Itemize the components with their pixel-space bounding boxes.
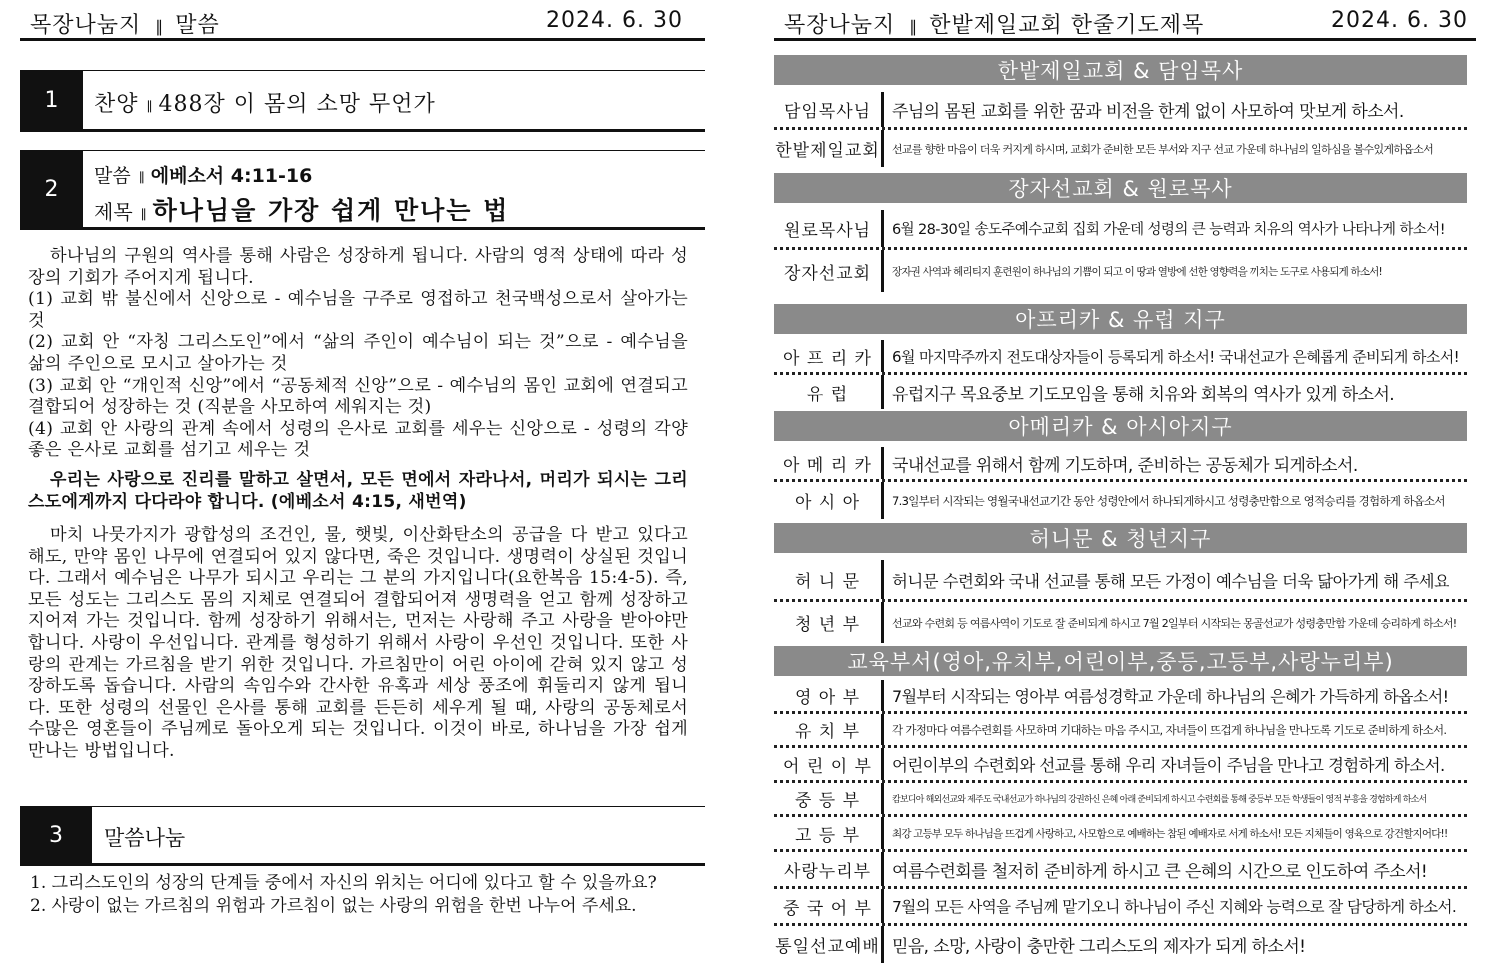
prayer-row <box>774 92 1467 130</box>
prayer-group-title: 한밭제일교회 & 담임목사 <box>774 55 1467 85</box>
prayer-row-text: 7월의 모든 사역을 주님께 맡기오니 하나님이 주신 지혜와 능력으로 잘 담당하게 하소서. <box>892 898 1457 916</box>
prayer-row-text: 6월 마지막주까지 전도대상자들이 등록되게 하소서! 국내선교가 은혜롭게 준비되게 하소서! <box>892 347 1460 366</box>
header-separator: ∥ <box>909 17 916 36</box>
prayer-group-title: 허니문 & 청년지구 <box>774 523 1467 553</box>
prayer-row <box>774 926 1467 963</box>
intro-paragraph: 하나님의 구원의 역사를 통해 사람은 성장하게 됩니다. 사람의 영적 상태에 따라 성장의 기회가 주어지게 됩니다. <box>28 246 688 288</box>
question-item: 1. 그리스도인의 성장의 단계들 중에서 자신의 위치는 어디에 있다고 할 수 있을까요? <box>30 873 657 893</box>
section-number: 1 <box>20 71 83 129</box>
prayer-row <box>774 447 1467 482</box>
prayer-row-text: 각 가정마다 여름수련회를 사모하며 기대하는 마음 주시고, 자녀들이 뜨겁게 하나님을 만나도록 기도로 준비하게 하소서. <box>892 722 1447 737</box>
prayer-row-label: 한밭제일교회 <box>774 130 884 167</box>
prayer-group-title: 아메리카 & 아시아지구 <box>774 411 1467 441</box>
section-sermon <box>20 150 705 230</box>
section-sharing <box>20 806 705 866</box>
header-date: 2024. 6. 30 <box>1331 8 1468 33</box>
left-header-title <box>30 8 220 39</box>
sermon-title: 하나님을 가장 쉽게 만나는 법 <box>152 196 510 225</box>
sharing-label: 말씀나눔 <box>104 826 186 850</box>
header-label: 목장나눔지 <box>30 13 142 38</box>
key-verse-text: 우리는 사랑으로 진리를 말하고 살면서, 모든 면에서 자라나서, 머리가 되시는 그리스도에게까지 다다라야 합니다. (에베소서 4:15, 새번역) <box>28 470 688 512</box>
prayer-row-text: 6월 28-30일 송도주예수교회 집회 가운데 성령의 큰 능력과 치유의 역사가 나타나게 하소서! <box>892 222 1445 238</box>
header-separator: ∥ <box>155 17 162 36</box>
prayer-row <box>774 210 1467 250</box>
header-subtitle: 말씀 <box>175 13 220 38</box>
prayer-row-text: 주님의 몸된 교회를 위한 꿈과 비전을 한계 없이 사모하여 맛보게 하소서. <box>892 102 1404 122</box>
prayer-row <box>774 748 1467 783</box>
right-header-title <box>784 8 1204 39</box>
hymn-text: 488장 이 몸의 소망 무언가 <box>158 92 436 117</box>
separator: ∥ <box>138 171 143 186</box>
prayer-row <box>774 482 1467 519</box>
question-item: 2. 사랑이 없는 가르침의 위험과 가르침이 없는 사랑의 위험을 한번 나누어 주세요. <box>30 895 637 916</box>
prayer-row-label: 통일선교예배 <box>774 926 884 963</box>
prayer-row <box>774 817 1467 852</box>
praise-line <box>94 87 436 118</box>
sharing-questions <box>30 872 690 917</box>
prayer-row-text: 유럽지구 목요중보 기도모임을 통해 치유와 회복의 역사가 있게 하소서. <box>892 384 1395 405</box>
prayer-row <box>774 250 1467 292</box>
intro-text <box>28 246 688 462</box>
prayer-row-text: 국내선교를 위해서 함께 기도하며, 준비하는 공동체가 되게하소서. <box>892 455 1358 476</box>
prayer-row-label: 어 린 이 부 <box>774 748 884 780</box>
header-date: 2024. 6. 30 <box>546 8 683 33</box>
prayer-row-label: 담임목사님 <box>774 92 884 127</box>
intro-point: (2) 교회 안 “자칭 그리스도인”에서 “삶의 주인이 예수님이 되는 것”으로 - 예수님을 삶의 주인으로 모시고 살아가는 것 <box>28 332 688 374</box>
title-line <box>94 191 509 227</box>
prayer-row-label: 아 프 리 카 <box>774 340 884 372</box>
title-label: 제목 <box>94 200 133 224</box>
prayer-row <box>774 560 1467 602</box>
prayer-row-label: 사랑누리부 <box>774 852 884 886</box>
prayer-row-label: 원로목사님 <box>774 210 884 247</box>
prayer-row-label: 청 년 부 <box>774 602 884 643</box>
prayer-row <box>774 130 1467 167</box>
left-page <box>20 0 705 977</box>
separator: ∥ <box>146 100 151 115</box>
prayer-row-text: 선교와 수련회 등 여름사역이 기도로 잘 준비되게 하시고 7월 2일부터 시작되는 몽골선교가 성령충만함 가운데 승리하게 하소서! <box>892 616 1457 630</box>
section-praise <box>20 70 705 132</box>
prayer-row <box>774 889 1467 926</box>
prayer-row-text: 장자권 사역과 헤리티지 훈련원이 하나님의 기쁨이 되고 이 땅과 열방에 선한 영향력을 끼치는 도구로 사용되게 하소서! <box>892 265 1382 278</box>
sermon-paragraph: 마치 나뭇가지가 광합성의 조건인, 물, 햇빛, 이산화탄소의 공급을 다 받고 있다고 해도, 만약 몸인 나무에 연결되어 있지 않다면, 죽은 것입니다. 생명력이 상실된 것입니다. 그래서 예수님은 나무가 되시고 우리는 그 분의 가지입니다(요한복음 15:4-5). 즉, 모든 성도는 그리스도 몸의 지체로 연결되어 결합되어져 생명력을 얻고 함께 성장하고 지어져 가는 것입니다. 함께 성장하기 위해서는, 먼저는 사랑해 주고 사랑을 받아야만 합니다. 사랑이 우선입니다. 관계를 형성하기 위해서 사랑이 우선인 것입니다. 또한 사랑의 관계는 가르침을 받기 위한 것입니다. 가르침만이 어린 아이에 갇혀 있지 않고 성장하도록 돕습니다. 사람의 속임수와 간사한 유혹과 세상 풍조에 휘둘리지 않게 됩니다. 또한 성령의 선물인 은사를 통해 교회를 든든히 세우게 될 때, 사랑의 공동체로서 수많은 영혼들이 주님께로 돌아오게 되는 것입니다. 이것이 바로, 하나님을 가장 쉽게 만나는 방법입니다. <box>28 525 688 761</box>
prayer-row <box>774 783 1467 817</box>
intro-point: (4) 교회 안 사랑의 관계 속에서 성령의 은사로 교회를 세우는 신앙으로 - 성령의 각양 좋은 은사로 교회를 섬기고 세우는 것 <box>28 418 688 461</box>
prayer-row-label: 유 럽 <box>774 375 884 409</box>
prayer-row <box>774 714 1467 748</box>
prayer-row <box>774 852 1467 889</box>
scripture-line <box>94 161 312 188</box>
prayer-row-label: 유 치 부 <box>774 714 884 745</box>
prayer-row <box>774 375 1467 409</box>
prayer-group-title: 교육부서(영아,유치부,어린이부,중등,고등부,사랑누리부) <box>774 646 1467 676</box>
prayer-row-text: 선교를 향한 마음이 더욱 커지게 하시며, 교회가 준비한 모든 부서와 지구 선교 가운데 하나님의 일하심을 볼수있게하옵소서 <box>892 142 1434 156</box>
prayer-row-text: 7.3일부터 시작되는 영월국내선교기간 동안 성령안에서 하나되게하시고 성령충만함으로 영적승리를 경험하게 하옵소서 <box>892 493 1445 508</box>
left-header <box>20 6 705 41</box>
prayer-row-text: 허니문 수련회와 국내 선교를 통해 모든 가정이 예수님을 더욱 닮아가게 해 주세요 <box>892 571 1450 591</box>
prayer-row-label: 아 시 아 <box>774 482 884 519</box>
key-verse <box>28 470 688 513</box>
prayer-row <box>774 340 1467 375</box>
prayer-group-title: 아프리카 & 유럽 지구 <box>774 304 1467 334</box>
prayer-row-label: 아 메 리 카 <box>774 447 884 479</box>
prayer-row-text: 7월부터 시작되는 영아부 여름성경학교 가운데 하나님의 은혜가 가득하게 하옵소서! <box>892 687 1449 706</box>
section-number: 2 <box>20 151 83 227</box>
praise-label: 찬양 <box>94 92 139 117</box>
prayer-row-text: 여름수련회를 철저히 준비하게 하시고 큰 은혜의 시간으로 인도하여 주소서! <box>892 861 1428 882</box>
prayer-group-title: 장자선교회 & 원로목사 <box>774 173 1467 203</box>
scripture-label: 말씀 <box>94 165 131 187</box>
prayer-row-label: 허 니 문 <box>774 560 884 599</box>
right-header <box>774 6 1476 41</box>
prayer-row-text: 어린이부의 수련회와 선교를 통해 우리 자녀들이 주님을 만나고 경험하게 하소서. <box>892 756 1445 775</box>
prayer-row <box>774 680 1467 714</box>
intro-point: (3) 교회 안 “개인적 신앙”에서 “공동체적 신앙”으로 - 예수님의 몸인 교회에 연결되고 결합되어 성장하는 것 (직분을 사모하여 세워지는 것) <box>28 375 688 418</box>
separator: ∥ <box>140 208 145 223</box>
prayer-row-label: 고 등 부 <box>774 817 884 849</box>
header-subtitle: 한밭제일교회 한줄기도제목 <box>929 13 1205 38</box>
scripture-ref: 에베소서 4:11-16 <box>150 165 313 187</box>
prayer-row-text: 믿음, 소망, 사랑이 충만한 그리스도의 제자가 되게 하소서! <box>892 937 1306 957</box>
prayer-row-label: 장자선교회 <box>774 250 884 292</box>
prayer-row-label: 영 아 부 <box>774 680 884 711</box>
sermon-body <box>28 525 688 763</box>
prayer-row-label: 중 국 어 부 <box>774 889 884 923</box>
prayer-row <box>774 602 1467 643</box>
section-number: 3 <box>20 807 92 863</box>
right-page <box>774 0 1468 977</box>
prayer-row-text: 최강 고등부 모두 하나님을 뜨겁게 사랑하고, 사모함으로 예배하는 참된 예배자로 서게 하소서! 모든 지체들이 영육으로 강건할지어다!! <box>892 827 1448 840</box>
header-label: 목장나눔지 <box>784 13 896 38</box>
intro-point: (1) 교회 밖 불신에서 신앙으로 - 예수님을 구주로 영접하고 천국백성으로서 살아가는 것 <box>28 289 688 331</box>
prayer-row-text: 캄보디아 해외선교와 제주도 국내선교가 하나님의 강권하신 은혜 아래 준비되게 하시고 수련회를 통해 중등부 모든 학생들이 영적 부흥을 경험하게 하소서 <box>892 795 1427 805</box>
prayer-row-label: 중 등 부 <box>774 783 884 814</box>
